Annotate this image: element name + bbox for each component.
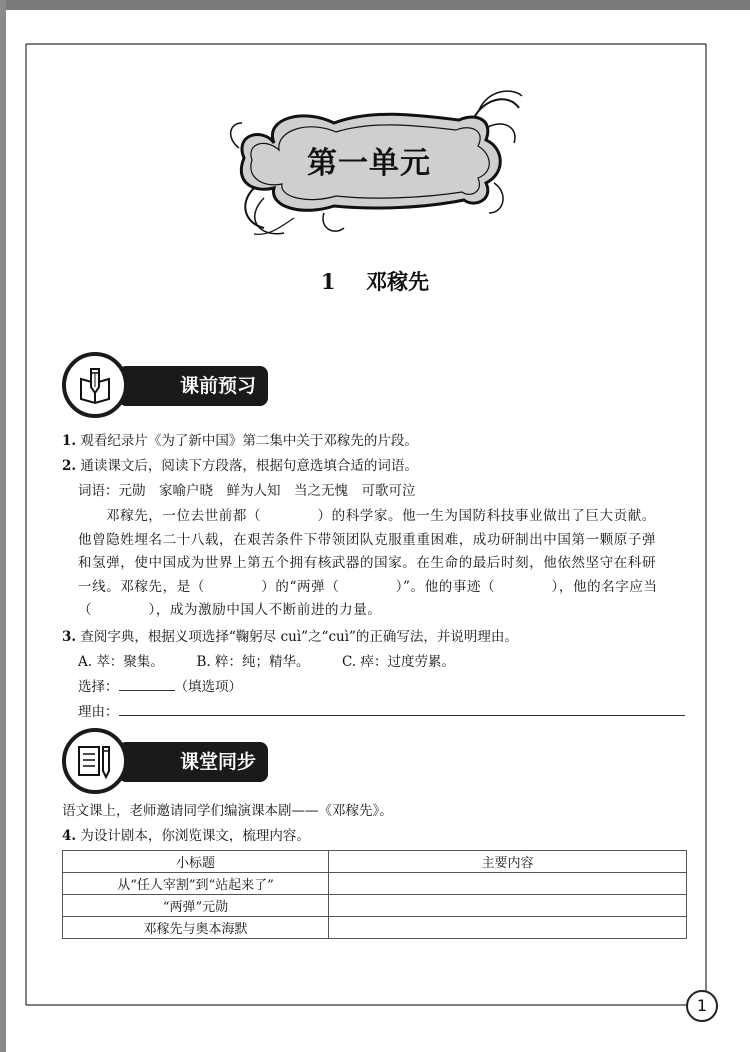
- question-2-text: 通读课文后，阅读下方段落，根据句意选填合适的词语。: [80, 458, 418, 474]
- lesson-number: 1: [320, 269, 336, 294]
- reading-passage: [78, 505, 688, 623]
- choice-row: [78, 676, 242, 699]
- table-row: [63, 873, 687, 895]
- table-cell-subtitle: 从“任人宰割”到“站起来了”: [63, 873, 329, 895]
- reason-label: 理由：: [78, 704, 119, 720]
- table-cell-content[interactable]: [329, 917, 687, 939]
- passage-line: 一线。邓稼先，是（ ）的“两弹（ ）”。他的事迹（ ），他的名字应当: [78, 578, 658, 595]
- reason-answer-line[interactable]: [119, 701, 685, 716]
- choice-label: 选择：: [78, 679, 119, 695]
- reason-row: [78, 701, 685, 724]
- table-cell-subtitle: “两弹”元勋: [63, 895, 329, 917]
- option-c: C. 瘁：过度劳累。: [342, 654, 455, 670]
- question-1: [62, 430, 418, 453]
- choice-hint: （填选项）: [174, 679, 242, 695]
- question-3: [62, 626, 518, 649]
- preview-section-label: 课前预习: [118, 366, 268, 406]
- question-3-number: 3.: [62, 629, 77, 645]
- question-1-number: 1.: [62, 433, 77, 449]
- class-section-label: 课堂同步: [118, 742, 268, 782]
- summary-table: [62, 850, 687, 939]
- question-4: [62, 825, 310, 848]
- word-bank: 词语：元勋 家喻户晓 鲜为人知 当之无愧 可歌可泣: [78, 483, 416, 499]
- preview-section-header: [62, 352, 292, 422]
- choice-answer-line[interactable]: [119, 676, 175, 691]
- option-a: A. 萃：聚集。: [78, 654, 164, 670]
- passage-line: 他曾隐姓埋名二十八载，在艰苦条件下带领团队克服重重困难，成功研制出中国第一颗原子弹: [78, 531, 657, 548]
- lesson-title: [0, 266, 750, 296]
- pencil-book-icon: [75, 365, 115, 405]
- question-4-text: 为设计剧本，你浏览课文，梳理内容。: [80, 828, 310, 844]
- table-header-row: [63, 851, 687, 873]
- question-3-text: 查阅字典，根据义项选择“鞠躬尽 cuì”之“cuì”的正确写法，并说明理由。: [80, 629, 518, 645]
- question-1-text: 观看纪录片《为了新中国》第二集中关于邓稼先的片段。: [80, 433, 418, 449]
- option-b: B. 粹：纯；精华。: [196, 654, 310, 670]
- table-cell-content[interactable]: [329, 895, 687, 917]
- table-row: [63, 895, 687, 917]
- table-header-cell: 小标题: [63, 851, 329, 873]
- question-3-options: [78, 651, 455, 674]
- table-header-cell: 主要内容: [329, 851, 687, 873]
- class-section-badge: [62, 728, 128, 794]
- question-2: [62, 455, 418, 478]
- table-row: [63, 917, 687, 939]
- passage-line: （ ），成为激励中国人不断前进的力量。: [78, 602, 382, 618]
- table-cell-content[interactable]: [329, 873, 687, 895]
- lesson-name: 邓稼先: [366, 269, 430, 294]
- class-intro: 语文课上，老师邀请同学们编演课本剧——《邓稼先》。: [62, 803, 393, 819]
- page-number: 1: [686, 990, 718, 1022]
- preview-section-badge: [62, 352, 128, 418]
- table-cell-subtitle: 邓稼先与奥本海默: [63, 917, 329, 939]
- unit-title: 第一单元: [307, 146, 431, 181]
- question-4-number: 4.: [62, 828, 77, 844]
- class-section-header: [62, 728, 292, 798]
- question-2-number: 2.: [62, 458, 77, 474]
- passage-line: 和氢弹，使中国成为世界上第五个拥有核武器的国家。在生命的最后时刻，他依然坚守在科研: [78, 555, 657, 571]
- passage-line: 邓稼先，一位去世前都（ ）的科学家。他一生为国防科技事业做出了巨大贡献。: [106, 508, 656, 524]
- notebook-pencil-icon: [75, 741, 115, 781]
